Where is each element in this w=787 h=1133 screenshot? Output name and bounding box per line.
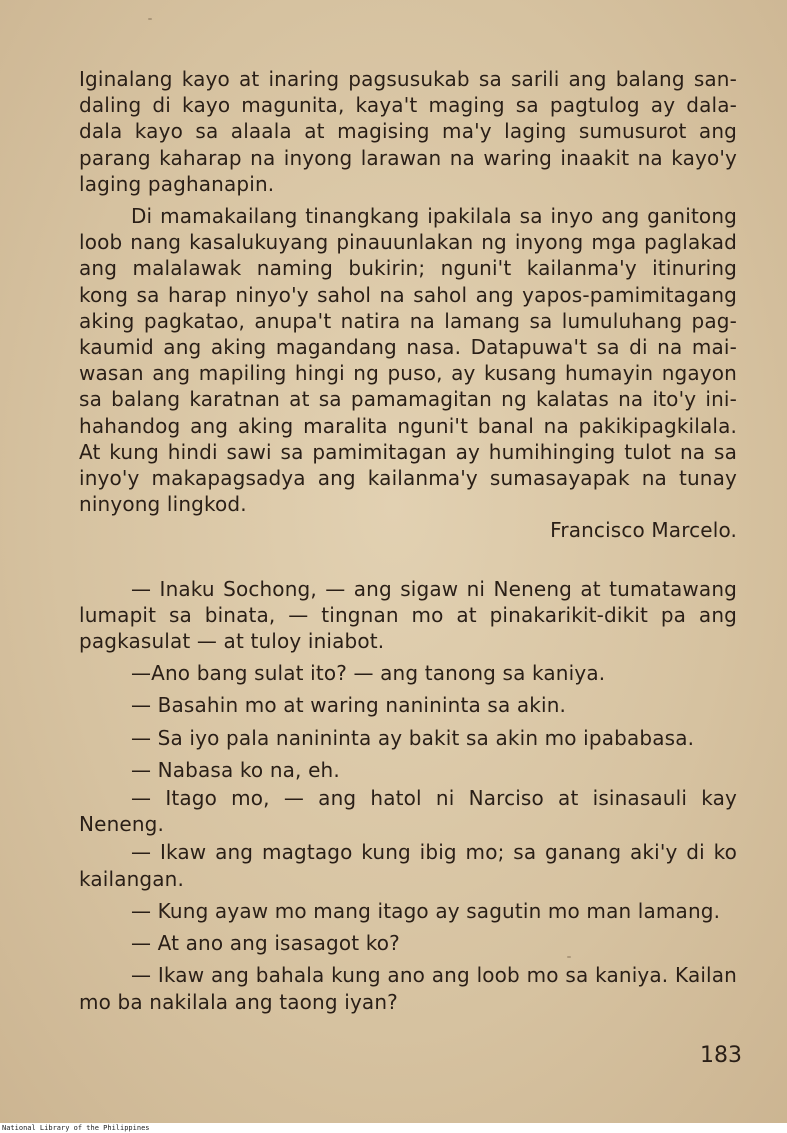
dialogue-line: — Ikaw ang bahala kung ano ang loob mo sa kaniya. Kailan mo ba nakilala ang taong iyan? — [79, 963, 737, 1014]
dialogue-line: — Kung ayaw mo mang itago ay sagutin mo man lamang. — [131, 898, 721, 923]
letter-paragraph: Iginalang kayo at inaring pagsusukab sa sarili ang balang san-daling di kayo magunita, kaya't maging sa pagtulog ay dala-dala kayo sa alaala at magising ma'y laging sumusurot ang parang kaharap na inyong larawan na waring inaakit na kayo'y laging paghanapin. — [79, 67, 737, 196]
dialogue-line: —Ano bang sulat ito? — ang tanong sa kaniya. — [131, 661, 606, 686]
dialogue-line: — Ikaw ang magtago kung ibig mo; sa ganang aki'y di ko kailangan. — [79, 840, 737, 891]
dialogue-line: — Nabasa ko na, eh. — [131, 757, 340, 782]
dialogue-section — [79, 576, 737, 1015]
dialogue-line: — Itago mo, — ang hatol ni Narciso at isinasauli kay Neneng. — [79, 786, 737, 837]
dialogue-line: — Inaku Sochong, — ang sigaw ni Neneng at tumatawang lumapit sa binata, — tingnan mo at pinakarikit-dikit pa ang pagkasulat — at tuloy iniabot. — [79, 576, 737, 654]
dialogue-line: — At ano ang isasagot ko? — [131, 931, 400, 956]
dialogue-line: — Sa iyo pala naninintа ay bakit sa akin mo ipababasa. — [131, 725, 695, 750]
dialogue-line: — Basahin mo at waring naninintа sa akin. — [131, 693, 567, 718]
paper-speck — [148, 18, 152, 20]
page-number: 183 — [700, 1043, 742, 1068]
library-footer: National Library of the Philippines — [2, 1124, 150, 1132]
letter-signature: Francisco Marcelo. — [550, 518, 737, 543]
letter-section — [79, 66, 737, 544]
letter-paragraph: Di mamakailang tinangkang ipakilala sa inyo ang ganitong loob nang kasalukuyang pinauunlakan ng inyong mga paglakad ang malalawak naming bukirin; nguni't kailanma'y itinuring kong sa harap ninyo'y sahol na sahol ang yapos-pamimitagang aking pagkatao, anupa't natira na lamang sa lumuluhang pag-kaumid ang aking magandang nasa. Datapuwa't sa di na mai-wasan ang mapiling hingi ng puso, ay kusang humayin ngayon sa balang karatnan at sa pamamagitan ng kalatas na ito'y ini-hahandog ang aking maralita nguni't banal na pakikipagkilala. At kung hindi sawi sa pamimitagan ay humihinging tulot na sa inyo'y makapagsadya ang kailanma'y sumasayapak na tunay ninyong lingkod. — [79, 204, 737, 517]
page-text — [79, 66, 737, 1021]
